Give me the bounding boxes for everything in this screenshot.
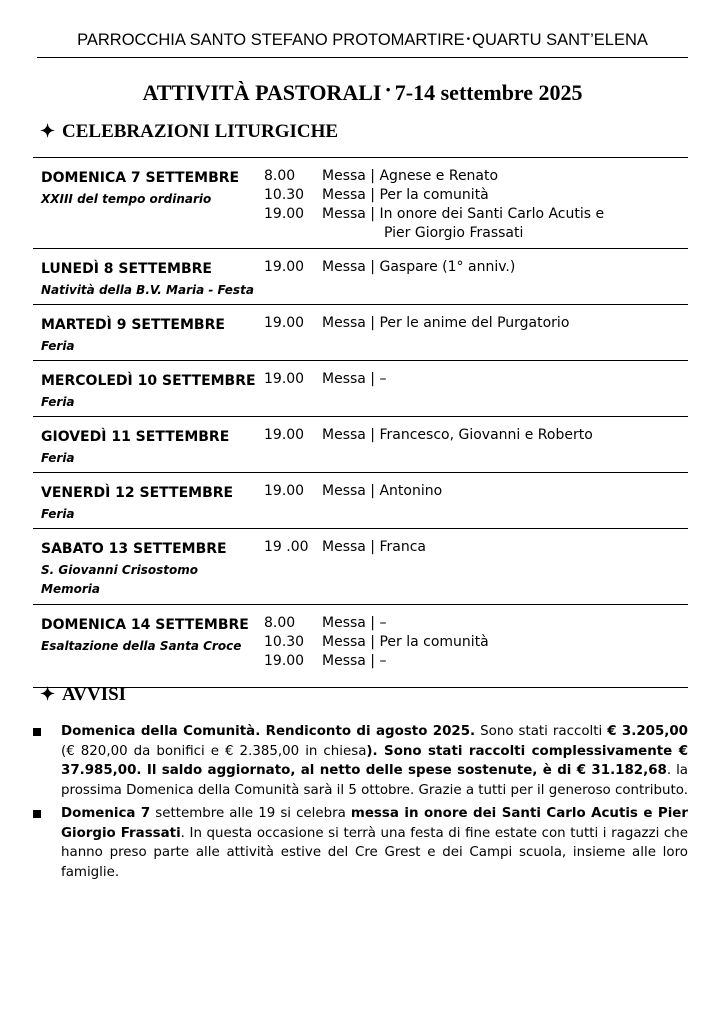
section-notices-title: AVVISI xyxy=(62,684,127,705)
notice-text-bold: Domenica 7 xyxy=(61,806,151,821)
mass-time: 19.00 xyxy=(264,206,305,222)
liturgical-note-line: Feria xyxy=(41,339,75,353)
schedule-row xyxy=(33,604,688,688)
town-name: QUARTU SANT’ELENA xyxy=(472,31,648,49)
square-bullet-icon xyxy=(33,810,41,818)
day-label: DOMENICA 7 SETTEMBRE xyxy=(41,170,240,186)
mass-intention: Messa | – xyxy=(322,653,387,669)
title-separator: · xyxy=(384,77,392,102)
mass-time: 10.30 xyxy=(264,634,305,650)
liturgical-note-line: Memoria xyxy=(41,582,100,596)
notice-text-bold: ). Sono stati raccolti complessivamente € 37.985,00. Il saldo aggiornato, al netto delle spese sostenute, è di € 31.182,68 xyxy=(61,743,689,778)
notice-text: . In questa occasione si terrà una festa di fine estate con tutti i ragazzi che hanno preso parte alle attività estive del Cre Grest e dei Campi scuola, insieme alle loro famiglie. xyxy=(61,825,688,880)
liturgical-note xyxy=(41,505,261,524)
mass-time: 19.00 xyxy=(264,371,305,387)
mass-time: 10.30 xyxy=(264,187,305,203)
notices-list xyxy=(33,722,688,886)
title-text: ATTIVITÀ PASTORALI xyxy=(142,80,382,105)
mass-time: 19 .00 xyxy=(264,539,309,555)
mass-intention: Messa | Franca xyxy=(322,539,426,555)
notice-text: . la prossima Domenica della Comunità sarà il 5 ottobre. Grazie a tutti per il generoso contributo. xyxy=(61,763,688,798)
parish-header xyxy=(0,31,725,50)
star-icon: ✦ xyxy=(40,121,56,141)
mass-time: 19.00 xyxy=(264,483,305,499)
liturgical-note xyxy=(41,449,261,468)
schedule-row xyxy=(33,360,688,416)
liturgical-note-line: Esaltazione della Santa Croce xyxy=(41,639,242,653)
mass-intention: Messa | Per la comunità xyxy=(322,634,489,650)
liturgical-note-line: Feria xyxy=(41,507,75,521)
day-label: SABATO 13 SETTEMBRE xyxy=(41,541,227,557)
liturgical-note xyxy=(41,637,261,656)
mass-intention: Messa | Gaspare (1° anniv.) xyxy=(322,259,516,275)
liturgical-note xyxy=(41,337,261,356)
mass-intention: Messa | In onore dei Santi Carlo Acutis e xyxy=(322,206,605,222)
mass-intention: Messa | Francesco, Giovanni e Roberto xyxy=(322,427,593,443)
liturgical-note-line: Natività della B.V. Maria - Festa xyxy=(41,283,254,297)
day-label: DOMENICA 14 SETTEMBRE xyxy=(41,617,249,633)
mass-intention: Messa | Per la comunità xyxy=(322,187,489,203)
notice-text-bold: messa in onore dei Santi Carlo Acutis e Pier Giorgio Frassati xyxy=(61,806,688,841)
day-label: VENERDÌ 12 SETTEMBRE xyxy=(41,485,234,501)
title-dates: 7-14 settembre 2025 xyxy=(394,80,583,105)
liturgical-note-line: Feria xyxy=(41,395,75,409)
mass-time: 8.00 xyxy=(264,168,296,184)
notice-text-bold: € 3.205,00 xyxy=(607,724,688,739)
section-liturgy-heading xyxy=(40,121,338,143)
schedule-row xyxy=(33,248,688,304)
liturgical-note xyxy=(41,190,261,209)
liturgical-note-line: Feria xyxy=(41,451,75,465)
notice-text: Sono stati raccolti xyxy=(475,724,608,739)
square-bullet-icon xyxy=(33,728,41,736)
page-title xyxy=(0,77,725,106)
schedule-row xyxy=(33,528,688,604)
mass-time: 19.00 xyxy=(264,315,305,331)
mass-time: 8.00 xyxy=(264,615,296,631)
schedule-row xyxy=(33,304,688,360)
notice-text: (€ 820,00 da bonifici e € 2.385,00 in chiesa xyxy=(61,743,367,759)
mass-intention: Messa | Per le anime del Purgatorio xyxy=(322,315,570,331)
day-label: LUNEDÌ 8 SETTEMBRE xyxy=(41,261,212,277)
liturgical-note-line: S. Giovanni Crisostomo xyxy=(41,563,198,577)
schedule-row xyxy=(33,416,688,472)
mass-intention: Pier Giorgio Frassati xyxy=(384,225,524,241)
liturgical-note-line: XXIII del tempo ordinario xyxy=(41,192,212,206)
parish-name: PARROCCHIA SANTO STEFANO PROTOMARTIRE xyxy=(77,31,465,49)
liturgy-schedule xyxy=(33,157,688,688)
day-label: MARTEDÌ 9 SETTEMBRE xyxy=(41,317,225,333)
liturgical-note xyxy=(41,281,261,300)
notice-text-bold: Domenica della Comunità. Rendiconto di agosto 2025. xyxy=(61,724,476,739)
mass-intention: Messa | Agnese e Renato xyxy=(322,168,499,184)
mass-intention: Messa | – xyxy=(322,615,387,631)
notice-item xyxy=(33,804,688,882)
header-separator: • xyxy=(466,34,471,45)
mass-time: 19.00 xyxy=(264,259,305,275)
liturgical-note xyxy=(41,561,261,599)
mass-time: 19.00 xyxy=(264,427,305,443)
day-label: MERCOLEDÌ 10 SETTEMBRE xyxy=(41,373,256,389)
liturgical-note xyxy=(41,393,261,412)
mass-intention: Messa | – xyxy=(322,371,387,387)
star-icon: ✦ xyxy=(40,684,56,704)
mass-time: 19.00 xyxy=(264,653,305,669)
schedule-row xyxy=(33,472,688,528)
header-divider xyxy=(37,57,688,58)
notice-text: settembre alle 19 si celebra xyxy=(150,806,351,821)
notice-item xyxy=(33,722,688,800)
mass-intention: Messa | Antonino xyxy=(322,483,443,499)
section-liturgy-title: CELEBRAZIONI LITURGICHE xyxy=(62,121,339,142)
section-notices-heading xyxy=(40,684,126,706)
day-label: GIOVEDÌ 11 SETTEMBRE xyxy=(41,429,230,445)
schedule-row xyxy=(33,157,688,248)
